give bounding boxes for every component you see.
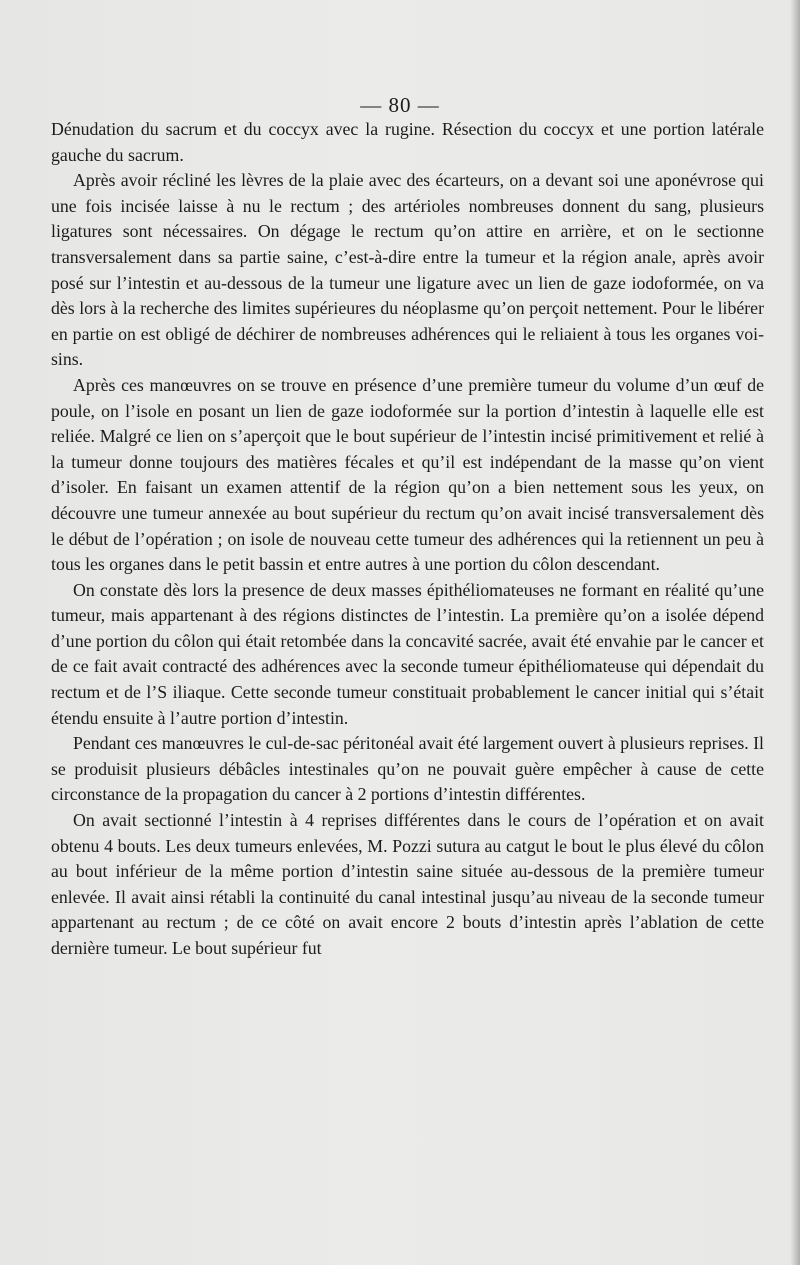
body-text: [51, 117, 764, 962]
paragraph: Dénudation du sacrum et du coccyx avec la rugine. Résection du coccyx et une portion latérale gauche du sacrum.: [51, 119, 764, 165]
page-edge-shadow: [790, 0, 800, 1265]
paragraph: Pendant ces manœuvres le cul-de-sac péritonéal avait été largement ouvert à plusieurs reprises. Il se produisit plusieurs débâcles intestinales qu’on ne pouvait guère empêcher à cause de cette circonstance de la propagation du cancer à 2 portions d’intestin différentes.: [51, 733, 764, 805]
paragraph: On constate dès lors la presence de deux masses épithéliomateuses ne formant en réalité qu’une tumeur, mais appartenant à des régions distinctes de l’intestin. La première qu’on a isolée dépend d’une portion du côlon qui était retombée dans la concavité sacrée, avait été envahie par le cancer et de ce fait avait contracté des adhérences avec la seconde tumeur épithéliomateuse qui dépendait du rectum et de l’S iliaque. Cette seconde tumeur constituait probablement le cancer initial qui s’était étendu ensuite à l’autre portion d’intestin.: [51, 579, 764, 728]
page-number: — 80 —: [360, 93, 440, 117]
paragraph: On avait sectionné l’intestin à 4 reprises différentes dans le cours de l’opération et on avait obtenu 4 bouts. Les deux tumeurs enlevées, M. Pozzi sutura au catgut le bout le plus élevé du côlon au bout inférieur de la même portion d’intestin saine située au-dessous de la première tumeur enlevée. Il avait ainsi rétabli la continuité du canal intestinal jusqu’au niveau de la seconde tumeur appartenant au rectum ; de ce côté on avait encore 2 bouts d’intestin après l’ablation de cette dernière tumeur. Le bout supérieur fut: [51, 810, 764, 958]
paragraph: Après ces manœuvres on se trouve en présence d’une première tumeur du volume d’un œuf de poule, on l’isole en posant un lien de gaze iodoformée sur la portion d’intestin à laquelle elle est reliée. Malgré ce lien on s’aperçoit que le bout supérieur de l’intestin incisé primitivement et relié à la tumeur donne toujours des matières fécales et qu’il est indépendant de la masse qu’on vient d’isoler. En faisant un examen attentif de la région qu’on a bien nettement sous les yeux, on découvre une tumeur annexée au bout supérieur du rectum qu’on avait incisé transversalement dès le début de l’opération ; on isole de nouveau cette tumeur des adhérences qui la retiennent un peu à tous les organes dans le petit bassin et entre autres à une portion du côlon descendant.: [51, 374, 764, 575]
paragraph: Après avoir récliné les lèvres de la plaie avec des écarteurs, on a devant soi une aponévrose qui une fois incisée laisse à nu le rectum ; des artérioles nombreuses donnent du sang, plusieurs ligatures sont nécessaires. On dégage le rectum qu’on attire en arrière, et on le sectionne transversalement dans sa partie saine, c’est-à-dire entre la tumeur et la région anale, après avoir posé sur l’intestin et au-dessous de la tumeur une ligature avec un lien de gaze iodoformée, on va dès lors à la recherche des limites supérieures du néoplasme qu’on perçoit nettement. Pour le libérer en partie on est obligé de déchirer de nombreuses adhérences qui le reliaient à tous les organes voisins.: [51, 170, 764, 370]
